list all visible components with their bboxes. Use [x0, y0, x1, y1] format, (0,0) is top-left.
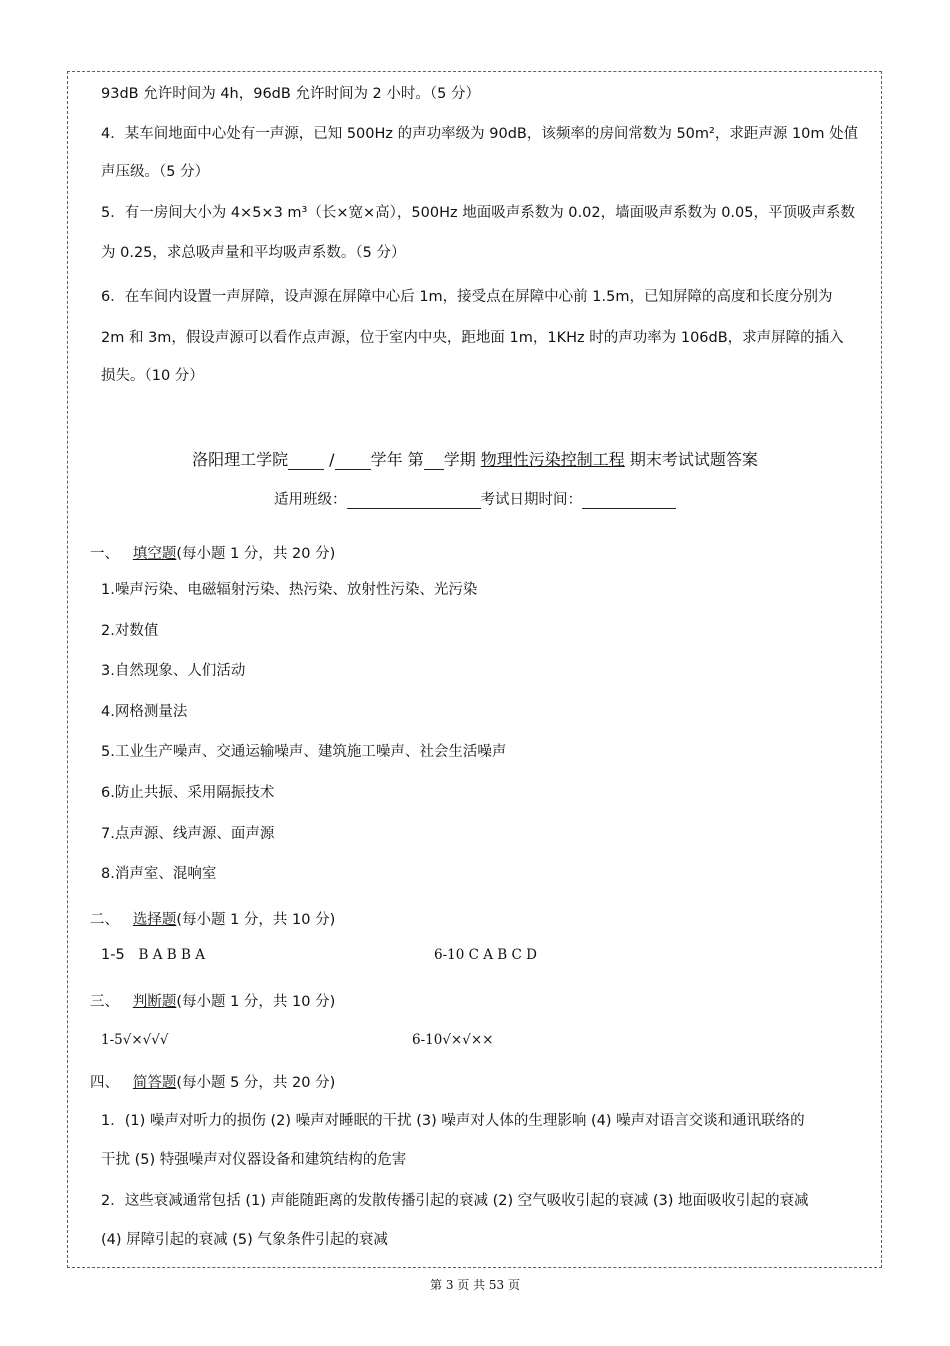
fill-answer-4: 4.网格测量法: [101, 704, 188, 720]
section-name: 填空题: [132, 546, 177, 562]
class-blank[interactable]: [347, 492, 481, 509]
class-label: 适用班级：: [274, 492, 347, 508]
fill-answer-6: 6.防止共振、采用隔振技术: [101, 785, 275, 801]
short-answer-2-line1: 2．这些衰减通常包括 (1) 声能随距离的发散传播引起的衰减 (2) 空气吸收引起的衰减 (3) 地面吸收引起的衰减: [101, 1193, 809, 1209]
section-score: (每小题 1 分，共 20 分): [176, 546, 336, 562]
school-name: 洛阳理工学院: [192, 450, 289, 469]
year-label: 学年: [370, 450, 403, 469]
class-date-row: [0, 488, 950, 509]
choice-answers-1-5: [101, 945, 205, 965]
year-start-blank[interactable]: [288, 453, 324, 470]
section-score: (每小题 5 分，共 20 分): [176, 1075, 336, 1091]
course-name: 物理性污染控制工程: [480, 450, 625, 469]
section-name: 简答题: [132, 1075, 177, 1091]
section-number: 三、: [90, 994, 119, 1010]
section-number: 一、: [90, 546, 119, 562]
term-label: 学期: [443, 450, 476, 469]
year-slash: /: [329, 450, 335, 469]
section-score: (每小题 1 分，共 10 分): [176, 994, 336, 1010]
judge-answers-6-10: 6-10√×√××: [412, 1032, 494, 1048]
fill-answer-8: 8.消声室、混响室: [101, 866, 217, 882]
exam-header: [0, 447, 950, 470]
choice-answer-values: B A B B A: [138, 947, 205, 963]
fill-answer-3: 3.自然现象、人们活动: [101, 663, 246, 679]
judge-answers-1-5: 1-5√×√√√: [101, 1032, 169, 1048]
section-choice: [90, 908, 335, 929]
year-end-blank[interactable]: [335, 453, 371, 470]
short-answer-1-line2: 干扰 (5) 特强噪声对仪器设备和建筑结构的危害: [101, 1152, 407, 1168]
section-number: 二、: [90, 912, 119, 928]
short-answer-2-line2: (4) 屏障引起的衰减 (5) 气象条件引起的衰减: [101, 1232, 388, 1248]
fill-answer-2: 2.对数值: [101, 623, 159, 639]
section-fill-in: [90, 542, 335, 563]
term-blank[interactable]: [424, 453, 444, 470]
term-prefix: 第: [407, 450, 424, 469]
fill-answer-7: 7.点声源、线声源、面声源: [101, 826, 275, 842]
choice-range-label: 1-5: [101, 947, 125, 963]
question-6-line1: 6．在车间内设置一声屏障，设声源在屏障中心后 1m，接受点在屏障中心前 1.5m，已知屏障的高度和长度分别为: [101, 289, 833, 305]
section-name: 选择题: [132, 912, 177, 928]
question-6-line3: 损失。（10 分）: [101, 368, 204, 384]
question-5-line1: 5．有一房间大小为 4×5×3 m³（长×宽×高），500Hz 地面吸声系数为 0.02，墙面吸声系数为 0.05，平顶吸声系数: [101, 205, 855, 221]
section-score: (每小题 1 分，共 10 分): [176, 912, 336, 928]
fill-answer-5: 5.工业生产噪声、交通运输噪声、建筑施工噪声、社会生活噪声: [101, 744, 507, 760]
exam-title: 期末考试试题答案: [629, 450, 758, 469]
section-name: 判断题: [132, 994, 177, 1010]
choice-answers-6-10: 6-10 C A B C D: [434, 947, 537, 963]
section-number: 四、: [90, 1075, 119, 1091]
date-blank[interactable]: [582, 492, 676, 509]
date-label: 考试日期时间：: [480, 492, 582, 508]
question-4-line2: 声压级。（5 分）: [101, 164, 210, 180]
section-short-answer: [90, 1071, 335, 1092]
section-judge: [90, 990, 335, 1011]
question-4-line1: 4．某车间地面中心处有一声源，已知 500Hz 的声功率级为 90dB，该频率的房间常数为 50m²，求距声源 10m 处值: [101, 126, 859, 142]
page-footer: 第 3 页 共 53 页: [430, 1278, 520, 1292]
short-answer-1-line1: 1．(1) 噪声对听力的损伤 (2) 噪声对睡眠的干扰 (3) 噪声对人体的生理影响 (4) 噪声对语言交谈和通讯联络的: [101, 1113, 805, 1129]
fill-answer-1: 1.噪声污染、电磁辐射污染、热污染、放射性污染、光污染: [101, 582, 478, 598]
question-5-line2: 为 0.25，求总吸声量和平均吸声系数。（5 分）: [101, 245, 406, 261]
question-6-line2: 2m 和 3m，假设声源可以看作点声源，位于室内中央，距地面 1m，1KHz 时的声功率为 106dB，求声屏障的插入: [101, 330, 844, 346]
question-3-tail: 93dB 允许时间为 4h，96dB 允许时间为 2 小时。（5 分）: [101, 86, 480, 102]
